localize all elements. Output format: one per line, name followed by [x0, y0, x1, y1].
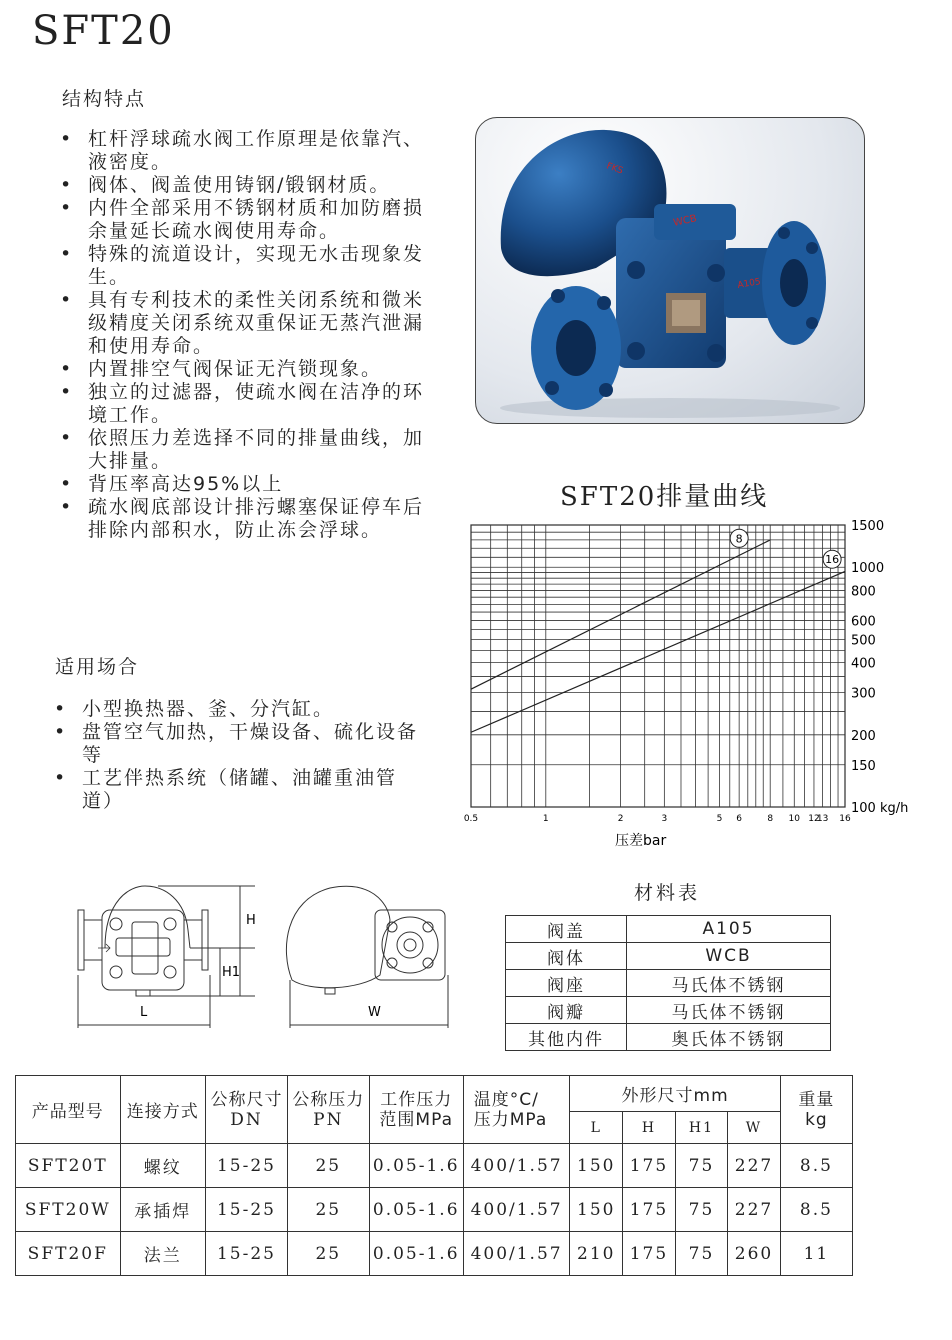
feature-item: • 独立的过滤器，使疏水阀在洁净的环境工作。: [58, 381, 440, 427]
series-label: 16: [825, 553, 840, 567]
spec-cell: 150: [570, 1144, 623, 1188]
x-tick-label: 13: [816, 814, 829, 824]
spec-cell: 75: [675, 1144, 727, 1188]
y-tick-label: 600: [851, 614, 876, 630]
header-pn: 公称压力 PN: [287, 1076, 369, 1144]
x-tick-label: 6: [736, 814, 743, 824]
material-value: A105: [627, 916, 831, 943]
dim-label-h: H: [246, 913, 256, 928]
material-part: 阀瓣: [506, 997, 627, 1024]
material-value: WCB: [627, 943, 831, 970]
x-tick-label: 1: [542, 814, 549, 824]
y-tick-label: 300: [851, 686, 876, 702]
page-title: SFT20: [32, 8, 175, 54]
table-row: [506, 1024, 831, 1051]
material-part: 阀座: [506, 970, 627, 997]
spec-cell: 承插焊: [120, 1188, 205, 1232]
spec-cell: 8.5: [780, 1144, 852, 1188]
material-value: 马氏体不锈钢: [627, 997, 831, 1024]
y-tick-label: 100 kg/h: [851, 801, 909, 816]
materials-title: 材料表: [634, 882, 701, 904]
material-value: 马氏体不锈钢: [627, 970, 831, 997]
x-tick-label: 5: [716, 814, 723, 824]
chart-x-tick-labels: [464, 814, 851, 824]
x-tick-label: 2: [617, 814, 624, 824]
table-row: [16, 1188, 853, 1232]
feature-item: • 阀体、阀盖使用铸钢/锻钢材质。: [58, 174, 440, 197]
y-tick-label: 500: [851, 633, 876, 649]
dim-label-w: W: [368, 1005, 381, 1020]
dimension-drawing: [70, 880, 460, 1030]
spec-cell: SFT20T: [16, 1144, 121, 1188]
materials-table: [505, 915, 831, 1051]
chart-title: SFT20排量曲线: [560, 482, 769, 512]
y-tick-label: 200: [851, 728, 876, 744]
spec-cell: 227: [728, 1144, 781, 1188]
feature-item: • 特殊的流道设计，实现无水击现象发生。: [58, 243, 440, 289]
header-dim-h: H: [623, 1112, 676, 1144]
header-dim-w: W: [728, 1112, 781, 1144]
spec-cell: 150: [570, 1188, 623, 1232]
spec-cell: 0.05-1.6: [369, 1232, 463, 1276]
spec-cell: SFT20W: [16, 1188, 121, 1232]
spec-cell: 75: [675, 1232, 727, 1276]
dim-label-l: L: [140, 1005, 148, 1020]
y-tick-label: 1000: [851, 561, 885, 577]
spec-cell: 25: [287, 1144, 369, 1188]
specs-table: [15, 1075, 853, 1276]
application-item: • 工艺伴热系统（储罐、油罐重油管道）: [52, 767, 420, 813]
applications-heading: 适用场合: [55, 656, 140, 678]
feature-item: • 杠杆浮球疏水阀工作原理是依靠汽、液密度。: [58, 128, 440, 174]
x-tick-label: 12: [808, 814, 820, 824]
application-item: • 盘管空气加热，干燥设备、硫化设备等: [52, 721, 420, 767]
spec-cell: 15-25: [206, 1232, 288, 1276]
table-row: [506, 997, 831, 1024]
table-row: [16, 1232, 853, 1276]
feature-item: • 内置排空气阀保证无汽锁现象。: [58, 358, 440, 381]
y-tick-label: 1500: [851, 519, 885, 534]
header-dim-h1: H1: [675, 1112, 727, 1144]
series-label: 8: [735, 532, 743, 546]
y-tick-label: 400: [851, 656, 876, 672]
spec-cell: 400/1.57: [463, 1144, 570, 1188]
features-list: [58, 128, 440, 542]
spec-cell: 0.05-1.6: [369, 1188, 463, 1232]
table-row: [506, 916, 831, 943]
material-part: 其他内件: [506, 1024, 627, 1051]
material-part: 阀体: [506, 943, 627, 970]
header-dimensions: 外形尺寸mm: [570, 1076, 780, 1112]
spec-cell: 175: [623, 1144, 676, 1188]
chart-x-axis-label: 压差bar: [615, 833, 667, 849]
header-temp-pressure: 温度°C/ 压力MPa: [463, 1076, 570, 1144]
spec-cell: 15-25: [206, 1144, 288, 1188]
specs-body: [16, 1144, 853, 1276]
specs-header-row: [16, 1076, 853, 1112]
photo-mark-a105: A105: [736, 277, 762, 291]
x-tick-label: 10: [788, 814, 801, 824]
feature-item: • 内件全部采用不锈钢材质和加防磨损余量延长疏水阀使用寿命。: [58, 197, 440, 243]
x-tick-label: 0.5: [463, 814, 479, 824]
spec-cell: 15-25: [206, 1188, 288, 1232]
material-part: 阀盖: [506, 916, 627, 943]
photo-mark-wcb: WCB: [672, 213, 698, 229]
spec-cell: 25: [287, 1232, 369, 1276]
spec-cell: 75: [675, 1188, 727, 1232]
product-photo: [475, 117, 865, 424]
header-model: 产品型号: [16, 1076, 121, 1144]
header-connection: 连接方式: [120, 1076, 205, 1144]
chart-grid-horizontal: [471, 525, 845, 807]
header-weight: 重量 kg: [780, 1076, 852, 1144]
header-work-pressure: 工作压力 范围MPa: [369, 1076, 463, 1144]
x-tick-label: 8: [767, 814, 774, 824]
applications-list: [52, 698, 420, 813]
spec-cell: SFT20F: [16, 1232, 121, 1276]
feature-item: • 背压率高达95%以上: [58, 473, 440, 496]
feature-item: • 疏水阀底部设计排污螺塞保证停车后排除内部积水，防止冻会浮球。: [58, 496, 440, 542]
feature-item: • 具有专利技术的柔性关闭系统和微米级精度关闭系统双重保证无蒸汽泄漏和使用寿命。: [58, 289, 440, 358]
table-row: [506, 943, 831, 970]
spec-cell: 175: [623, 1188, 676, 1232]
spec-cell: 螺纹: [120, 1144, 205, 1188]
table-row: [506, 970, 831, 997]
spec-cell: 25: [287, 1188, 369, 1232]
y-tick-label: 150: [851, 758, 876, 774]
svg-text:FKS: FKS: [604, 161, 625, 177]
spec-cell: 260: [728, 1232, 781, 1276]
steam-trap-illustration: [476, 118, 864, 423]
application-item: • 小型换热器、釜、分汽缸。: [52, 698, 420, 721]
feature-item: • 依照压力差选择不同的排量曲线，加大排量。: [58, 427, 440, 473]
features-heading: 结构特点: [62, 88, 147, 110]
spec-cell: 400/1.57: [463, 1188, 570, 1232]
x-tick-label: 3: [661, 814, 668, 824]
chart-series-labels: [730, 529, 841, 568]
y-tick-label: 800: [851, 584, 876, 600]
spec-cell: 400/1.57: [463, 1232, 570, 1276]
x-tick-label: 16: [839, 814, 851, 824]
spec-cell: 210: [570, 1232, 623, 1276]
header-dim-l: L: [570, 1112, 623, 1144]
capacity-chart: [460, 515, 940, 855]
spec-cell: 法兰: [120, 1232, 205, 1276]
dim-label-h1: H1: [222, 965, 241, 980]
table-row: [16, 1144, 853, 1188]
spec-cell: 8.5: [780, 1188, 852, 1232]
chart-series-lines: [471, 540, 845, 732]
spec-cell: 227: [728, 1188, 781, 1232]
spec-cell: 175: [623, 1232, 676, 1276]
material-value: 奥氏体不锈钢: [627, 1024, 831, 1051]
spec-cell: 0.05-1.6: [369, 1144, 463, 1188]
chart-y-tick-labels: [851, 519, 908, 816]
spec-cell: 11: [780, 1232, 852, 1276]
header-dn: 公称尺寸 DN: [206, 1076, 288, 1144]
